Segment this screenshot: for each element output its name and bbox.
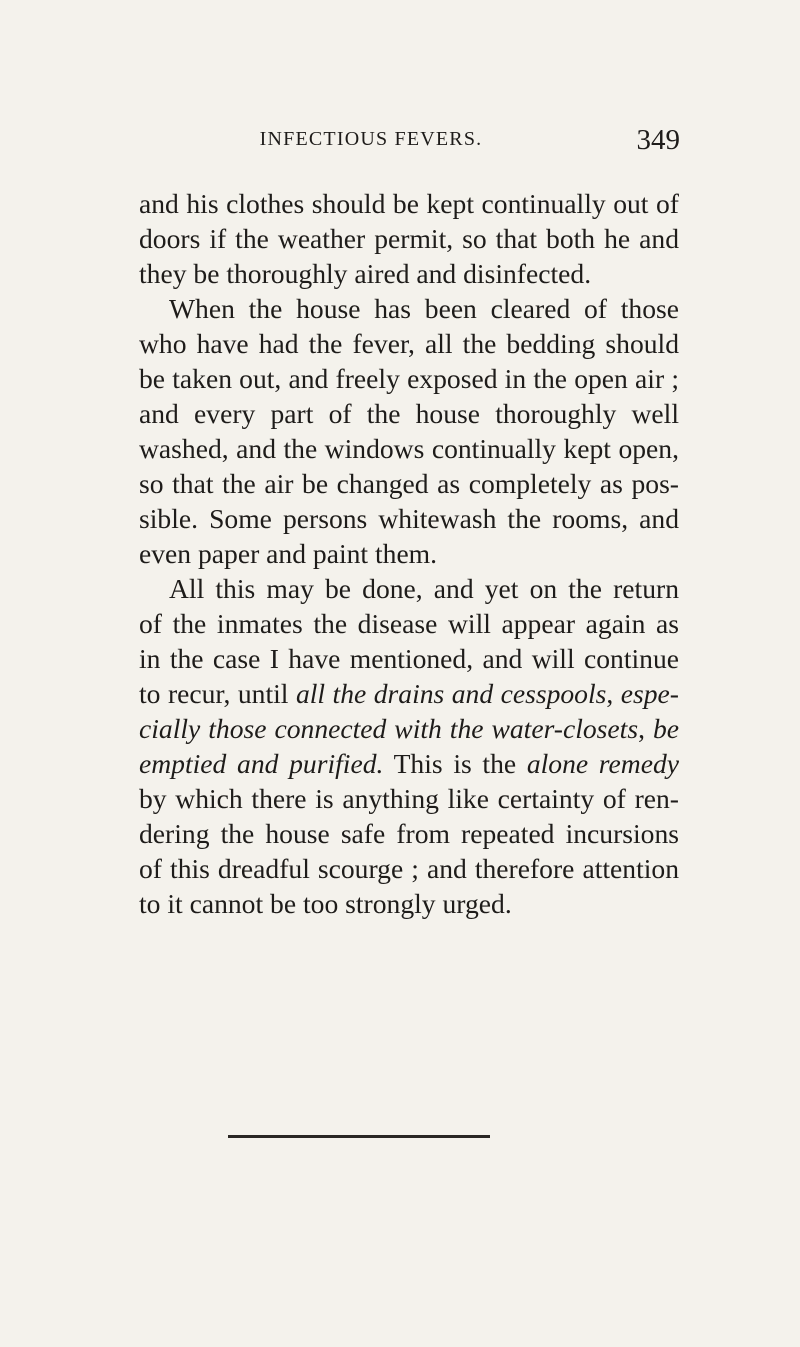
text-line: of this dreadful scourge ; and therefore attention [139, 853, 679, 884]
italic-text: all the drains and cesspools [295, 678, 607, 709]
text-line: doors if the weather permit, so that both he and [139, 223, 679, 254]
line-text: to recur, until [139, 678, 296, 709]
body-text [139, 186, 679, 921]
text-line: and his clothes should be kept continually out of [139, 188, 679, 219]
line-text: , [638, 713, 653, 744]
italic-text: alone remedy [526, 748, 679, 779]
text-line: to it cannot be too strongly urged. [139, 888, 512, 919]
text-line: by which there is anything like certainty of ren- [139, 783, 679, 814]
text-line: be taken out, and freely exposed in the open air ; [139, 363, 679, 394]
line-text: This is the [383, 748, 527, 779]
line-text: , [606, 678, 621, 709]
italic-text: emptied and purified. [139, 748, 384, 779]
text-line: and every part of the house thoroughly well [139, 398, 679, 429]
text-line: dering the house safe from repeated incursions [139, 818, 679, 849]
text-line: of the inmates the disease will appear again as [139, 608, 679, 639]
running-title: INFECTIOUS FEVERS. [259, 128, 483, 150]
italic-text: be [652, 713, 679, 744]
text-line: When the house has been cleared of those [169, 293, 679, 324]
italic-text: cially those connected with the water-closets [139, 713, 639, 744]
page-number: 349 [636, 124, 680, 156]
italic-text: espe- [620, 678, 679, 709]
text-line [139, 746, 679, 781]
text-line [139, 676, 679, 711]
section-rule [228, 1135, 490, 1138]
text-line: washed, and the windows continually kept open, [139, 433, 679, 464]
text-line: All this may be done, and yet on the return [169, 573, 679, 604]
text-line: even paper and paint them. [139, 538, 438, 569]
text-line [139, 711, 679, 746]
text-line: so that the air be changed as completely as pos- [139, 468, 679, 499]
text-line: sible. Some persons whitewash the rooms, and [139, 503, 679, 534]
text-line: in the case I have mentioned, and will continue [139, 643, 679, 674]
text-line: who have had the fever, all the bedding should [139, 328, 679, 359]
running-head [0, 124, 800, 164]
text-line: they be thoroughly aired and disinfected. [139, 258, 592, 289]
